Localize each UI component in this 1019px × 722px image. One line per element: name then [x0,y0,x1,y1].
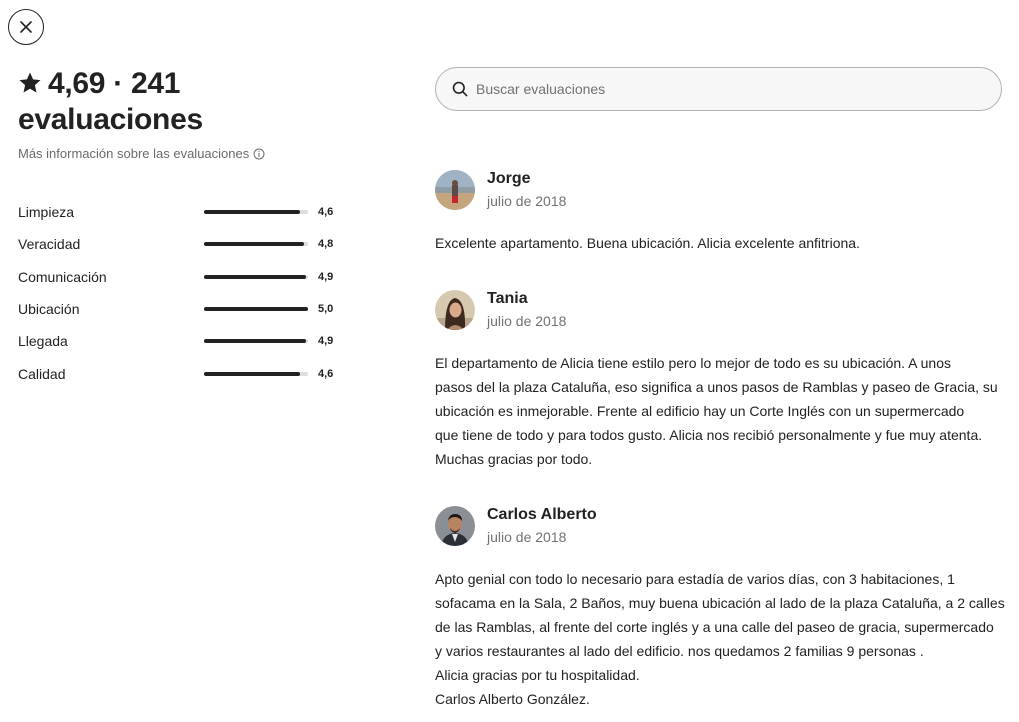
review-date: julio de 2018 [487,529,567,545]
category-label: Ubicación [18,301,80,318]
category-bar [204,339,308,343]
star-icon [18,71,42,95]
review-item [435,169,1005,255]
more-info-link[interactable] [18,146,348,161]
rating-summary-count-label: evaluaciones [18,103,203,136]
review-header [435,289,1005,331]
close-icon [19,20,33,34]
rating-summary-value: 4,69 · 241 [48,67,181,100]
category-row-calidad [18,357,348,389]
category-bar [204,210,308,214]
reviewer-name: Jorge [487,170,531,187]
category-row-ubicacion [18,293,348,325]
category-label: Calidad [18,365,66,382]
review-text: Excelente apartamento. Buena ubicación. Alicia excelente anfitriona. [435,235,860,251]
category-label: Veracidad [18,236,81,253]
category-bar [204,242,308,246]
review-text: Apto genial con todo lo necesario para estadía de varios días, con 3 habitaciones, 1 sofacama en la Sala, 2 Baños, muy buena ubicación al lado de la plaza Cataluña, a 2 calles de las Ramblas, al frente del corte inglés y a una calle del paseo de gracia, supermercado y varios restaurantes al lado del edificio. nos quedamos 2 familias 9 personas . Alicia gracias por tu hospitalidad. Carlos Alberto González. [435,571,1005,707]
category-score: 4,9 [318,335,334,348]
review-text: El departamento de Alicia tiene estilo pero lo mejor de todo es su ubicación. A unos pasos del la plaza Cataluña, eso significa a unos pasos de Ramblas y paseo de Gracia, su ubicación es inmejorable. Frente al edificio hay un Corte Inglés con un supermercado que tiene de todo y para todos gusto. Alicia nos recibió personalmente y fue muy atenta. Muchas gracias por todo. [435,355,998,467]
search-reviews-input[interactable] [476,81,976,97]
close-button[interactable] [8,9,44,45]
more-info-label: Más información sobre las evaluaciones [18,146,250,161]
category-bar-fill [204,339,306,343]
category-row-veracidad [18,228,348,260]
category-row-comunicacion [18,261,348,293]
category-label: Comunicación [18,268,107,285]
category-ratings [18,196,348,390]
category-score: 5,0 [318,303,334,316]
search-icon [452,81,468,97]
reviewer-avatar[interactable] [435,506,475,546]
category-bar-fill [204,210,300,214]
category-bar-fill [204,275,306,279]
category-bar-fill [204,242,304,246]
category-row-llegada [18,325,348,357]
review-header [435,505,1005,547]
review-header [435,169,1005,211]
category-label: Limpieza [18,204,75,221]
review-date: julio de 2018 [487,313,567,329]
category-score: 4,6 [318,206,334,219]
category-bar [204,372,308,376]
rating-title [18,66,348,138]
rating-summary [18,66,348,390]
review-date: julio de 2018 [487,193,567,209]
category-label: Llegada [18,333,68,350]
info-icon [253,148,265,160]
reviewer-avatar[interactable] [435,170,475,210]
category-row-limpieza [18,196,348,228]
reviewer-avatar[interactable] [435,290,475,330]
category-score: 4,8 [318,238,334,251]
category-score: 4,6 [318,367,334,380]
search-reviews-box[interactable] [435,67,1002,111]
reviewer-name: Tania [487,290,528,307]
reviewer-name: Carlos Alberto [487,506,597,523]
category-score: 4,9 [318,270,334,283]
category-bar [204,307,308,311]
category-bar [204,275,308,279]
review-item [435,505,1005,711]
review-item [435,289,1005,471]
category-bar-fill [204,372,300,376]
category-bar-fill [204,307,308,311]
